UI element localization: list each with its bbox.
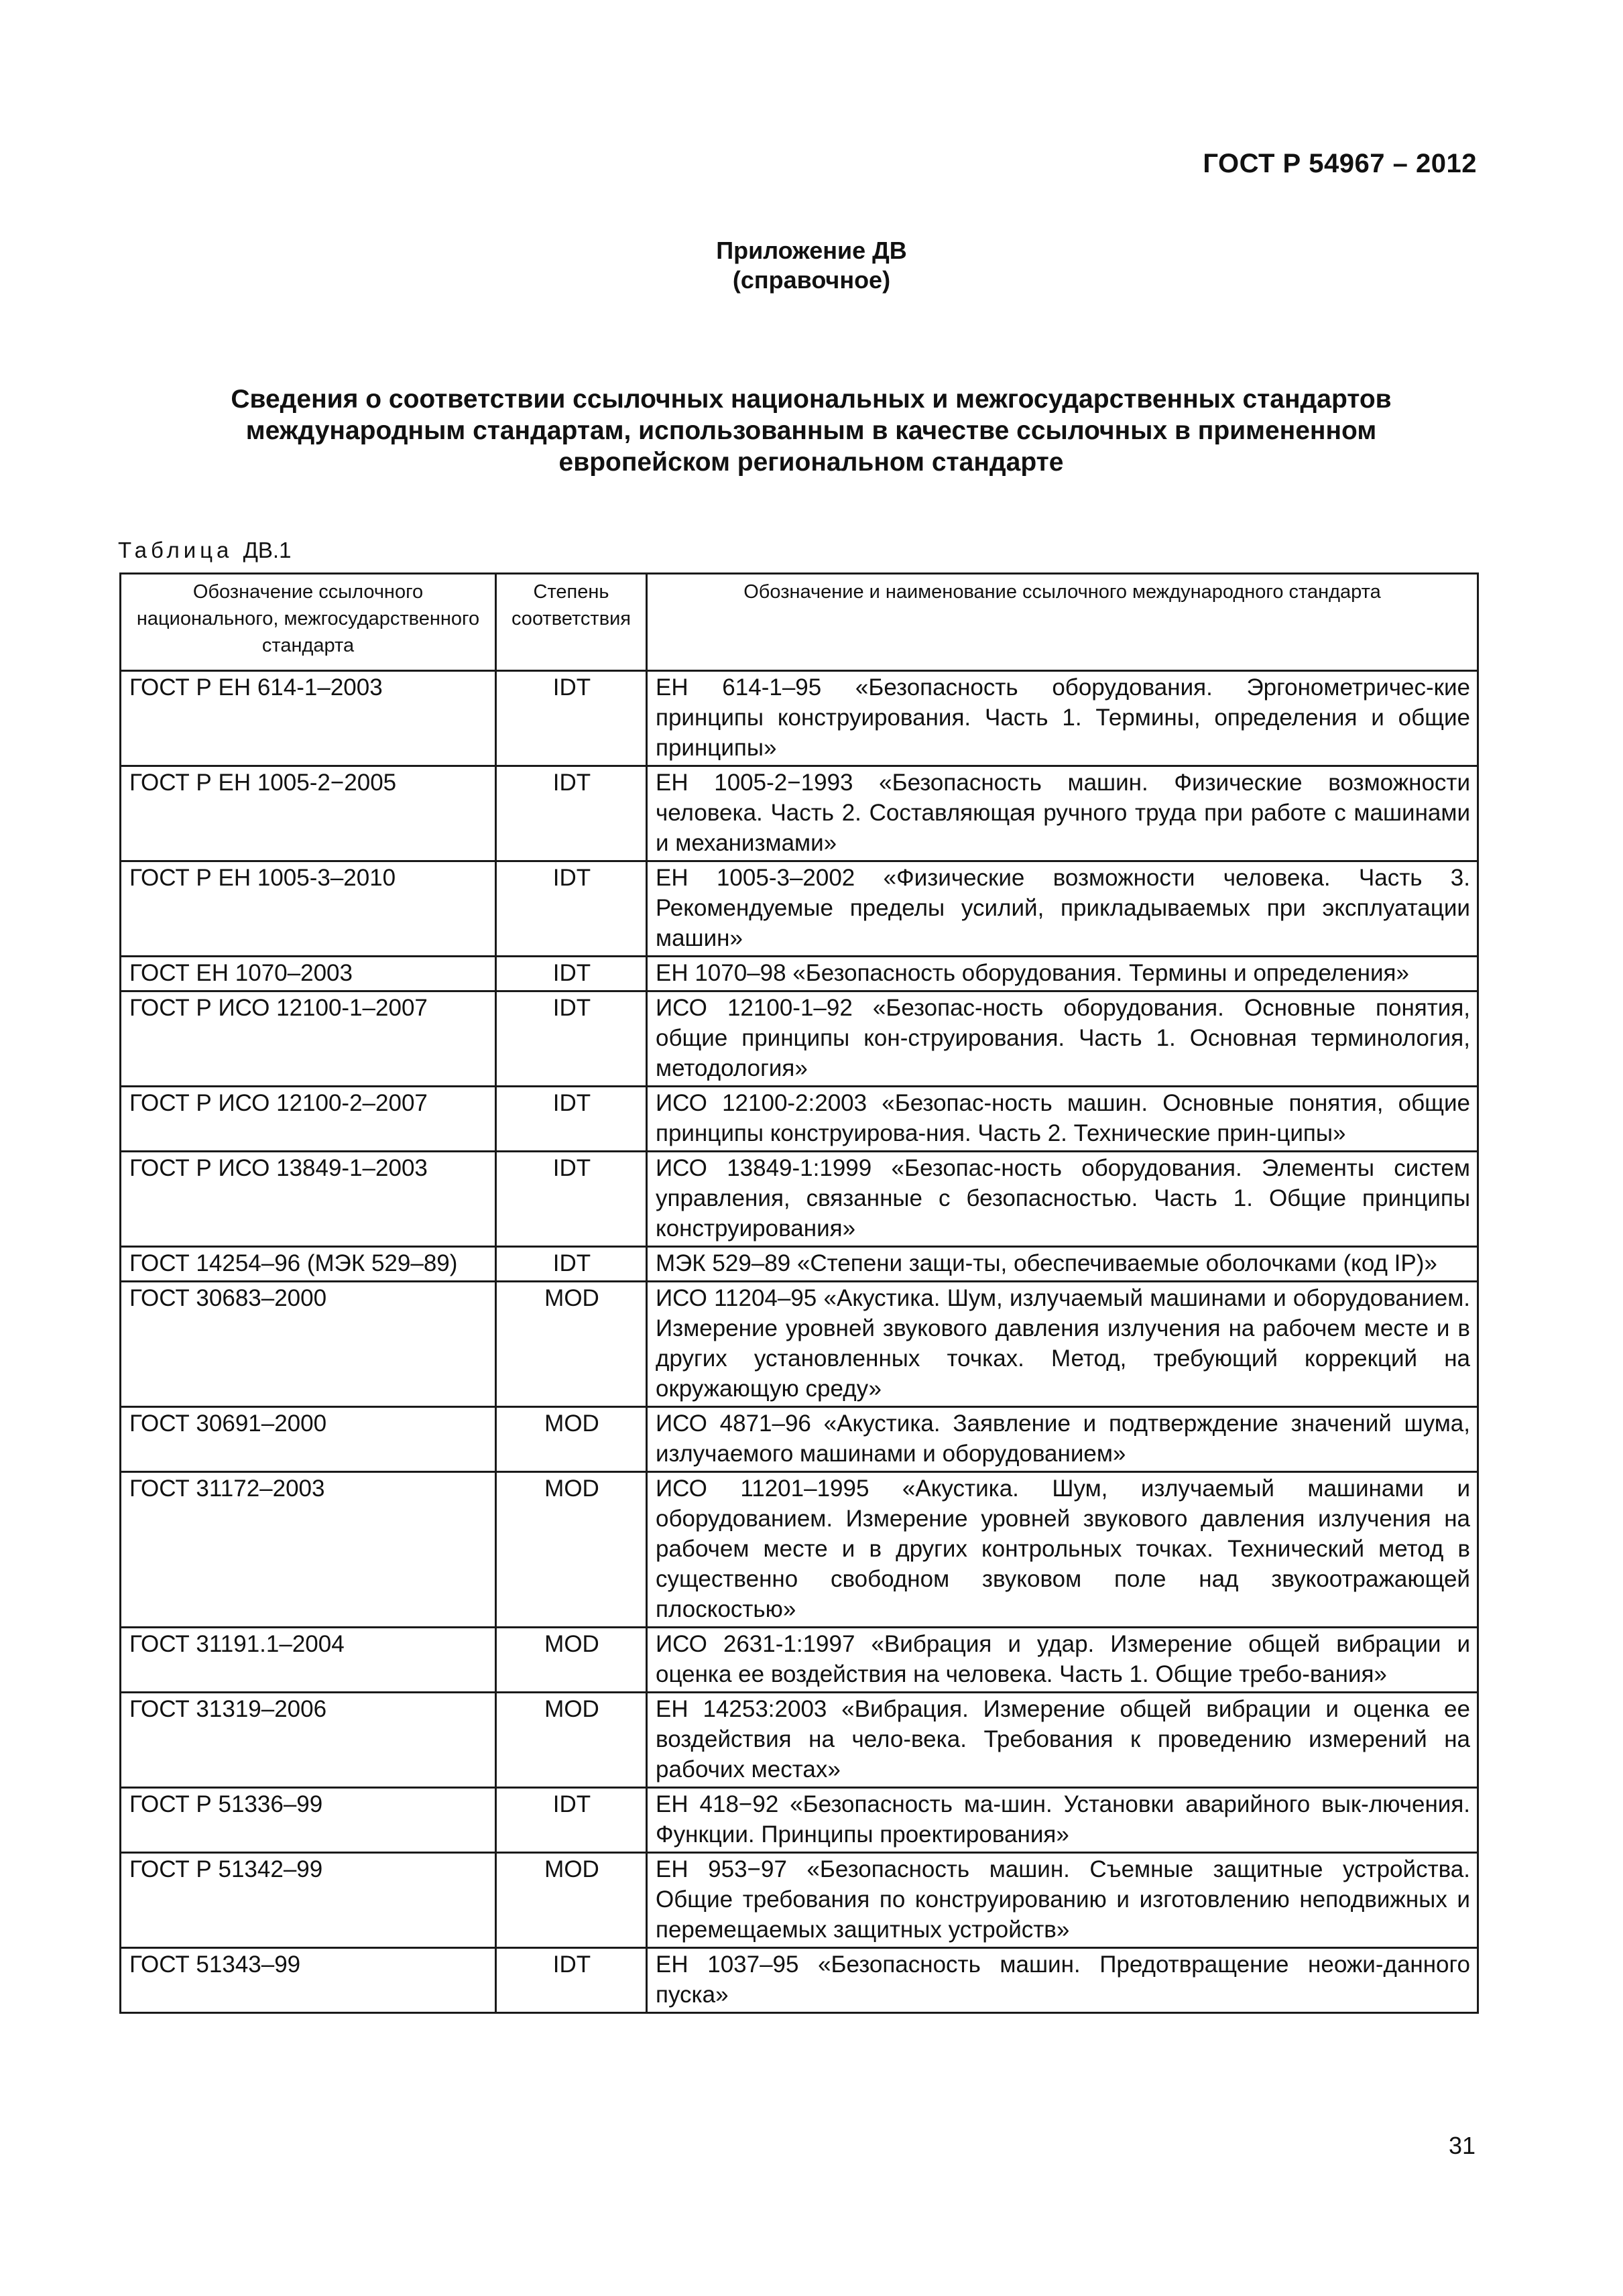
degree-cell: IDT <box>496 1087 647 1152</box>
national-standard-cell: ГОСТ 30691–2000 <box>121 1407 496 1472</box>
document-code: ГОСТ Р 54967 – 2012 <box>1203 149 1477 178</box>
appendix-block <box>0 236 1623 295</box>
national-standard-cell: ГОСТ Р 51342–99 <box>121 1853 496 1948</box>
page-number: 31 <box>1448 2132 1476 2159</box>
international-standard-cell: ЕН 14253:2003 «Вибрация. Измерение общей вибрации и оценка ее воздействия на чело-века. Требования к проведению измерений на рабочих местах» <box>647 1693 1478 1788</box>
national-standard-cell: ГОСТ Р ИСО 12100-1–2007 <box>121 991 496 1087</box>
degree-cell: IDT <box>496 1152 647 1247</box>
table-row <box>121 957 1478 991</box>
header-international-standard: Обозначение и наименование ссылочного международного стандарта <box>647 574 1478 671</box>
table-row <box>121 1247 1478 1282</box>
degree-cell: MOD <box>496 1407 647 1472</box>
degree-cell: MOD <box>496 1693 647 1788</box>
international-standard-cell: ЕН 614-1–95 «Безопасность оборудования. Эргонометричес-кие принципы конструирования. Часть 1. Термины, определения и общие принципы» <box>647 671 1478 766</box>
table-row <box>121 671 1478 766</box>
table-row <box>121 1788 1478 1853</box>
national-standard-cell: ГОСТ Р ЕН 614-1–2003 <box>121 671 496 766</box>
degree-cell: IDT <box>496 1247 647 1282</box>
appendix-note: (справочное) <box>732 266 891 294</box>
heading-line-3: европейском региональном стандарте <box>558 448 1064 477</box>
table-row <box>121 1628 1478 1693</box>
degree-cell: IDT <box>496 957 647 991</box>
table-header-row <box>121 574 1478 671</box>
national-standard-cell: ГОСТ 31319–2006 <box>121 1693 496 1788</box>
national-standard-cell: ГОСТ Р ИСО 12100-2–2007 <box>121 1087 496 1152</box>
table-row <box>121 1948 1478 2013</box>
table-row <box>121 1853 1478 1948</box>
degree-cell: MOD <box>496 1472 647 1628</box>
appendix-title: Приложение ДВ <box>716 237 907 264</box>
international-standard-cell: ЕН 1005-2−1993 «Безопасность машин. Физические возможности человека. Часть 2. Составляющая ручного труда при работе с машинами и механизмами» <box>647 766 1478 861</box>
table-caption <box>118 538 291 563</box>
degree-cell: MOD <box>496 1853 647 1948</box>
international-standard-cell: ИСО 13849-1:1999 «Безопас-ность оборудования. Элементы систем управления, связанные с безопасностью. Часть 1. Общие принципы конструирования» <box>647 1152 1478 1247</box>
national-standard-cell: ГОСТ 31191.1–2004 <box>121 1628 496 1693</box>
international-standard-cell: ЕН 1037–95 «Безопасность машин. Предотвращение неожи-данного пуска» <box>647 1948 1478 2013</box>
heading-line-2: международным стандартам, использованным в качестве ссылочных в примененном <box>245 416 1377 445</box>
international-standard-cell: ИСО 11201–1995 «Акустика. Шум, излучаемый машинами и оборудованием. Измерение уровней звукового давления излучения на рабочем месте и в других контрольных точках. Технический метод в существенно свободном звуковом поле над звукоотражающей плоскостью» <box>647 1472 1478 1628</box>
international-standard-cell: ЕН 1005-3–2002 «Физические возможности человека. Часть 3. Рекомендуемые пределы усилий, прикладываемых при эксплуатации машин» <box>647 861 1478 957</box>
national-standard-cell: ГОСТ 30683–2000 <box>121 1282 496 1407</box>
national-standard-cell: ГОСТ 31172–2003 <box>121 1472 496 1628</box>
international-standard-cell: ЕН 418−92 «Безопасность ма-шин. Установки аварийного вык-лючения. Функции. Принципы проектирования» <box>647 1788 1478 1853</box>
international-standard-cell: ИСО 12100-2:2003 «Безопас-ность машин. Основные понятия, общие принципы конструирова-ния. Часть 2. Технические прин-ципы» <box>647 1087 1478 1152</box>
degree-cell: IDT <box>496 1948 647 2013</box>
section-heading <box>134 383 1488 478</box>
table-row <box>121 1693 1478 1788</box>
degree-cell: MOD <box>496 1628 647 1693</box>
table-row <box>121 861 1478 957</box>
national-standard-cell: ГОСТ Р ЕН 1005-2−2005 <box>121 766 496 861</box>
table-row <box>121 1087 1478 1152</box>
table-row <box>121 1407 1478 1472</box>
degree-cell: IDT <box>496 671 647 766</box>
national-standard-cell: ГОСТ 51343–99 <box>121 1948 496 2013</box>
international-standard-cell: МЭК 529–89 «Степени защи-ты, обеспечиваемые оболочками (код IP)» <box>647 1247 1478 1282</box>
header-degree: Степень соответствия <box>496 574 647 671</box>
national-standard-cell: ГОСТ 14254–96 (МЭК 529–89) <box>121 1247 496 1282</box>
national-standard-cell: ГОСТ Р ЕН 1005-3–2010 <box>121 861 496 957</box>
degree-cell: MOD <box>496 1282 647 1407</box>
degree-cell: IDT <box>496 861 647 957</box>
international-standard-cell: ИСО 12100-1–92 «Безопас-ность оборудования. Основные понятия, общие принципы кон-струирования. Часть 1. Основная терминология, методология» <box>647 991 1478 1087</box>
table-row <box>121 1152 1478 1247</box>
international-standard-cell: ИСО 11204–95 «Акустика. Шум, излучаемый машинами и оборудованием. Измерение уровней звукового давления излучения на рабочем месте и в других установленных точках. Метод, требующий коррекций на окружающую среду» <box>647 1282 1478 1407</box>
table-row <box>121 766 1478 861</box>
table-caption-word: Таблица <box>118 538 233 562</box>
reference-table <box>119 572 1479 2014</box>
table-row <box>121 991 1478 1087</box>
heading-line-1: Сведения о соответствии ссылочных национальных и межгосударственных стандартов <box>231 385 1392 414</box>
international-standard-cell: ИСО 2631-1:1997 «Вибрация и удар. Измерение общей вибрации и оценка ее воздействия на человека. Часть 1. Общие требо-вания» <box>647 1628 1478 1693</box>
international-standard-cell: ИСО 4871–96 «Акустика. Заявление и подтверждение значений шума, излучаемого машинами и оборудованием» <box>647 1407 1478 1472</box>
table-caption-number: ДВ.1 <box>243 538 292 562</box>
national-standard-cell: ГОСТ Р 51336–99 <box>121 1788 496 1853</box>
national-standard-cell: ГОСТ Р ИСО 13849-1–2003 <box>121 1152 496 1247</box>
degree-cell: IDT <box>496 1788 647 1853</box>
degree-cell: IDT <box>496 766 647 861</box>
national-standard-cell: ГОСТ ЕН 1070–2003 <box>121 957 496 991</box>
table-row <box>121 1472 1478 1628</box>
international-standard-cell: ЕН 1070–98 «Безопасность оборудования. Термины и определения» <box>647 957 1478 991</box>
international-standard-cell: ЕН 953−97 «Безопасность машин. Съемные защитные устройства. Общие требования по конструированию и изготовлению неподвижных и перемещаемых защитных устройств» <box>647 1853 1478 1948</box>
degree-cell: IDT <box>496 991 647 1087</box>
table-row <box>121 1282 1478 1407</box>
header-national-standard: Обозначение ссылочного национального, межгосударственного стандарта <box>121 574 496 671</box>
